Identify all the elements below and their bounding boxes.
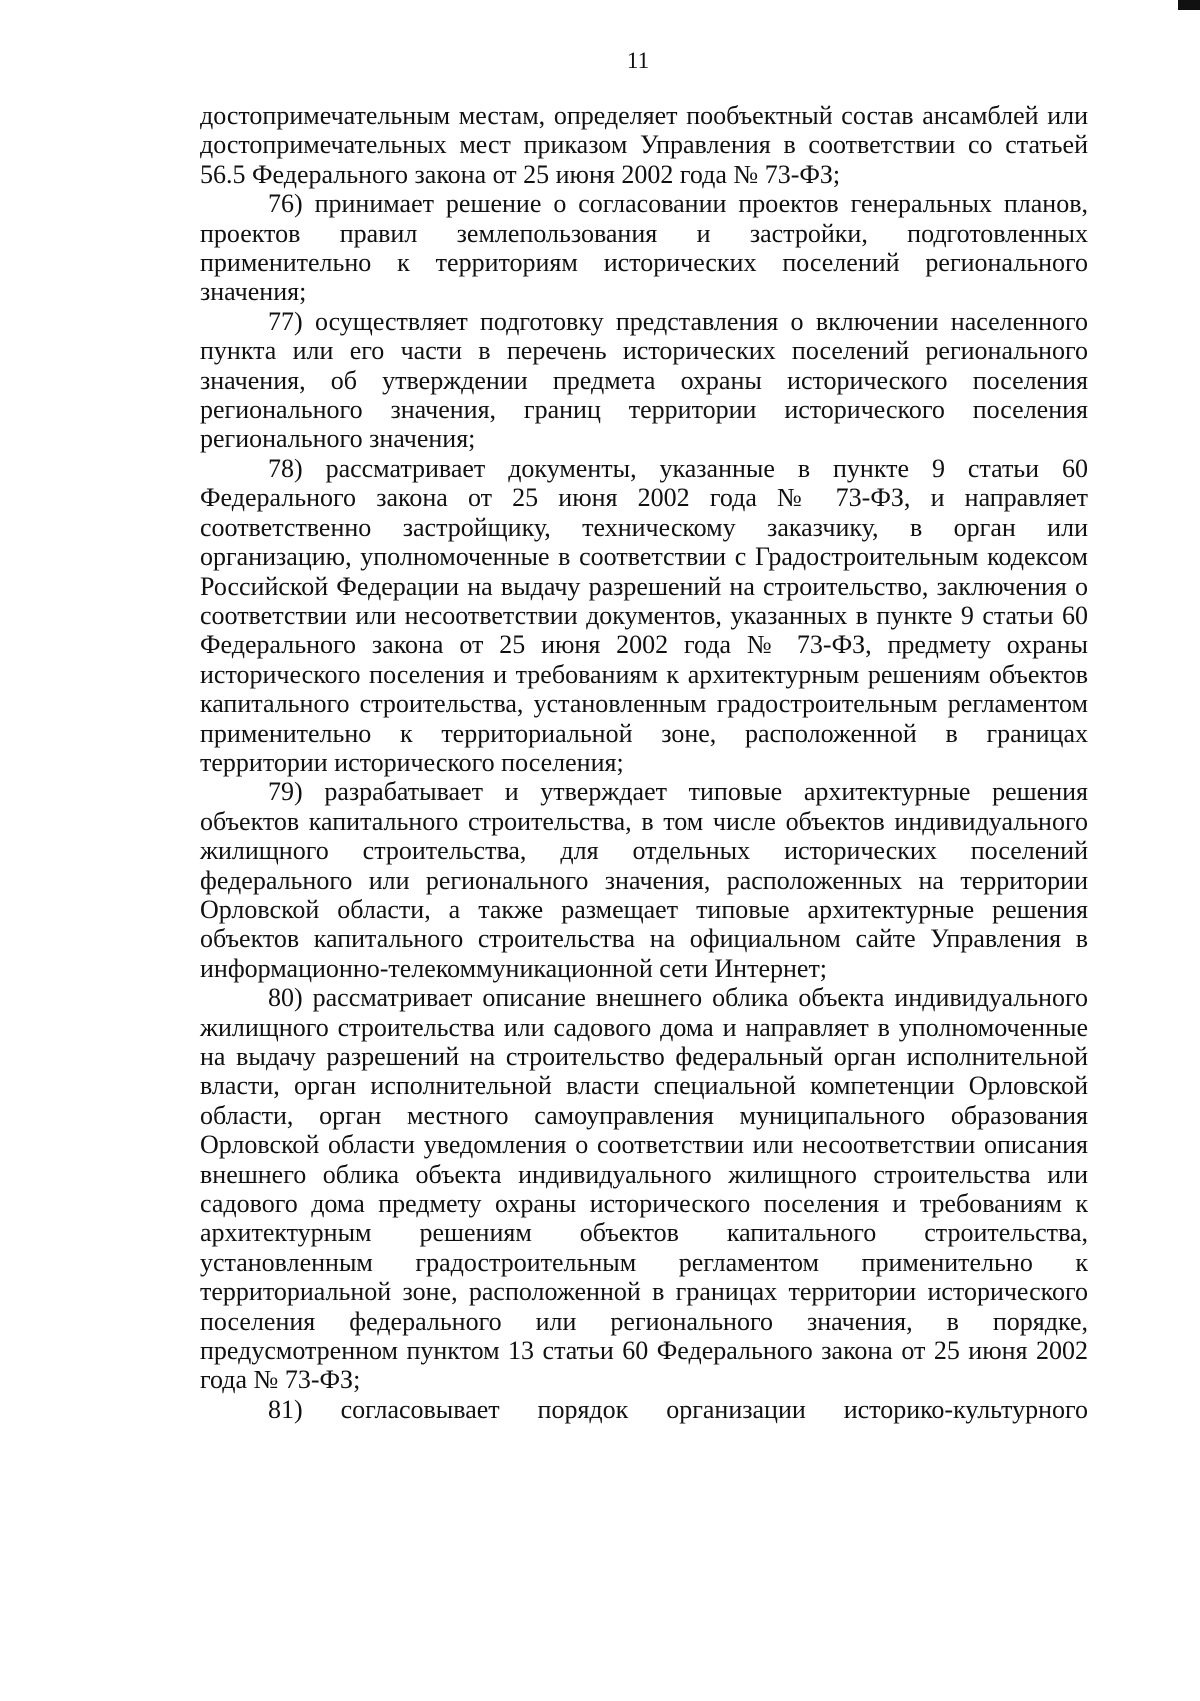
paragraph-item-80: 80) рассматривает описание внешнего облика объекта индивидуального жилищного строительства или садового дома и направляет в уполномоченные на выдачу разрешений на строительство федеральный орган исполнительной власти, орган исполнительной власти специальной компетенции Орловской области, орган местного самоуправления муниципального образования Орловской области уведомления о соответствии или несоответствии описания внешнего облика объекта индивидуального жилищного строительства или садового дома предмету охраны исторического поселения и требованиям к архитектурным решениям объектов капитального строительства, установленным градостроительным регламентом применительно к территориальной зоне, расположенной в границах территории исторического поселения федерального или регионального значения, в порядке, предусмотренном пунктом 13 статьи 60 Федерального закона от 25 июня 2002 года № 73-ФЗ; <box>200 983 1088 1395</box>
paragraph-item-78: 78) рассматривает документы, указанные в пункте 9 статьи 60 Федерального закона от 25 июня 2002 года № 73-ФЗ, и направляет соответственно застройщику, техническому заказчику, в орган или организацию, уполномоченные в соответствии с Градостроительным кодексом Российской Федерации на выдачу разрешений на строительство, заключения о соответствии или несоответствии документов, указанных в пункте 9 статьи 60 Федерального закона от 25 июня 2002 года № 73-ФЗ, предмету охраны исторического поселения и требованиям к архитектурным решениям объектов капитального строительства, установленным градостроительным регламентом применительно к территориальной зоне, расположенной в границах территории исторического поселения; <box>200 453 1088 777</box>
paragraph-item-76: 76) принимает решение о согласовании проектов генеральных планов, проектов правил землепользования и застройки, подготовленных применительно к территориям исторических поселений регионального значения; <box>200 189 1088 307</box>
paragraph-item-79: 79) разрабатывает и утверждает типовые архитектурные решения объектов капитального строительства, в том числе объектов индивидуального жилищного строительства, для отдельных исторических поселений федерального или регионального значения, расположенных на территории Орловской области, а также размещает типовые архитектурные решения объектов капитального строительства на официальном сайте Управления в информационно-телекоммуникационной сети Интернет; <box>200 777 1088 983</box>
paragraph-item-77: 77) осуществляет подготовку представления о включении населенного пункта или его части в перечень исторических поселений регионального значения, об утверждении предмета охраны исторического поселения регионального значения, границ территории исторического поселения регионального значения; <box>200 306 1088 454</box>
corner-scan-mark <box>1178 0 1200 10</box>
page-number: 11 <box>626 48 650 73</box>
document-body <box>200 101 1088 1424</box>
paragraph-continuation: достопримечательным местам, определяет пообъектный состав ансамблей или достопримечательных мест приказом Управления в соответствии со статьей 56.5 Федерального закона от 25 июня 2002 года № 73-ФЗ; <box>200 101 1088 189</box>
paragraph-item-81: 81) согласовывает порядок организации историко-культурного <box>268 1394 1088 1424</box>
